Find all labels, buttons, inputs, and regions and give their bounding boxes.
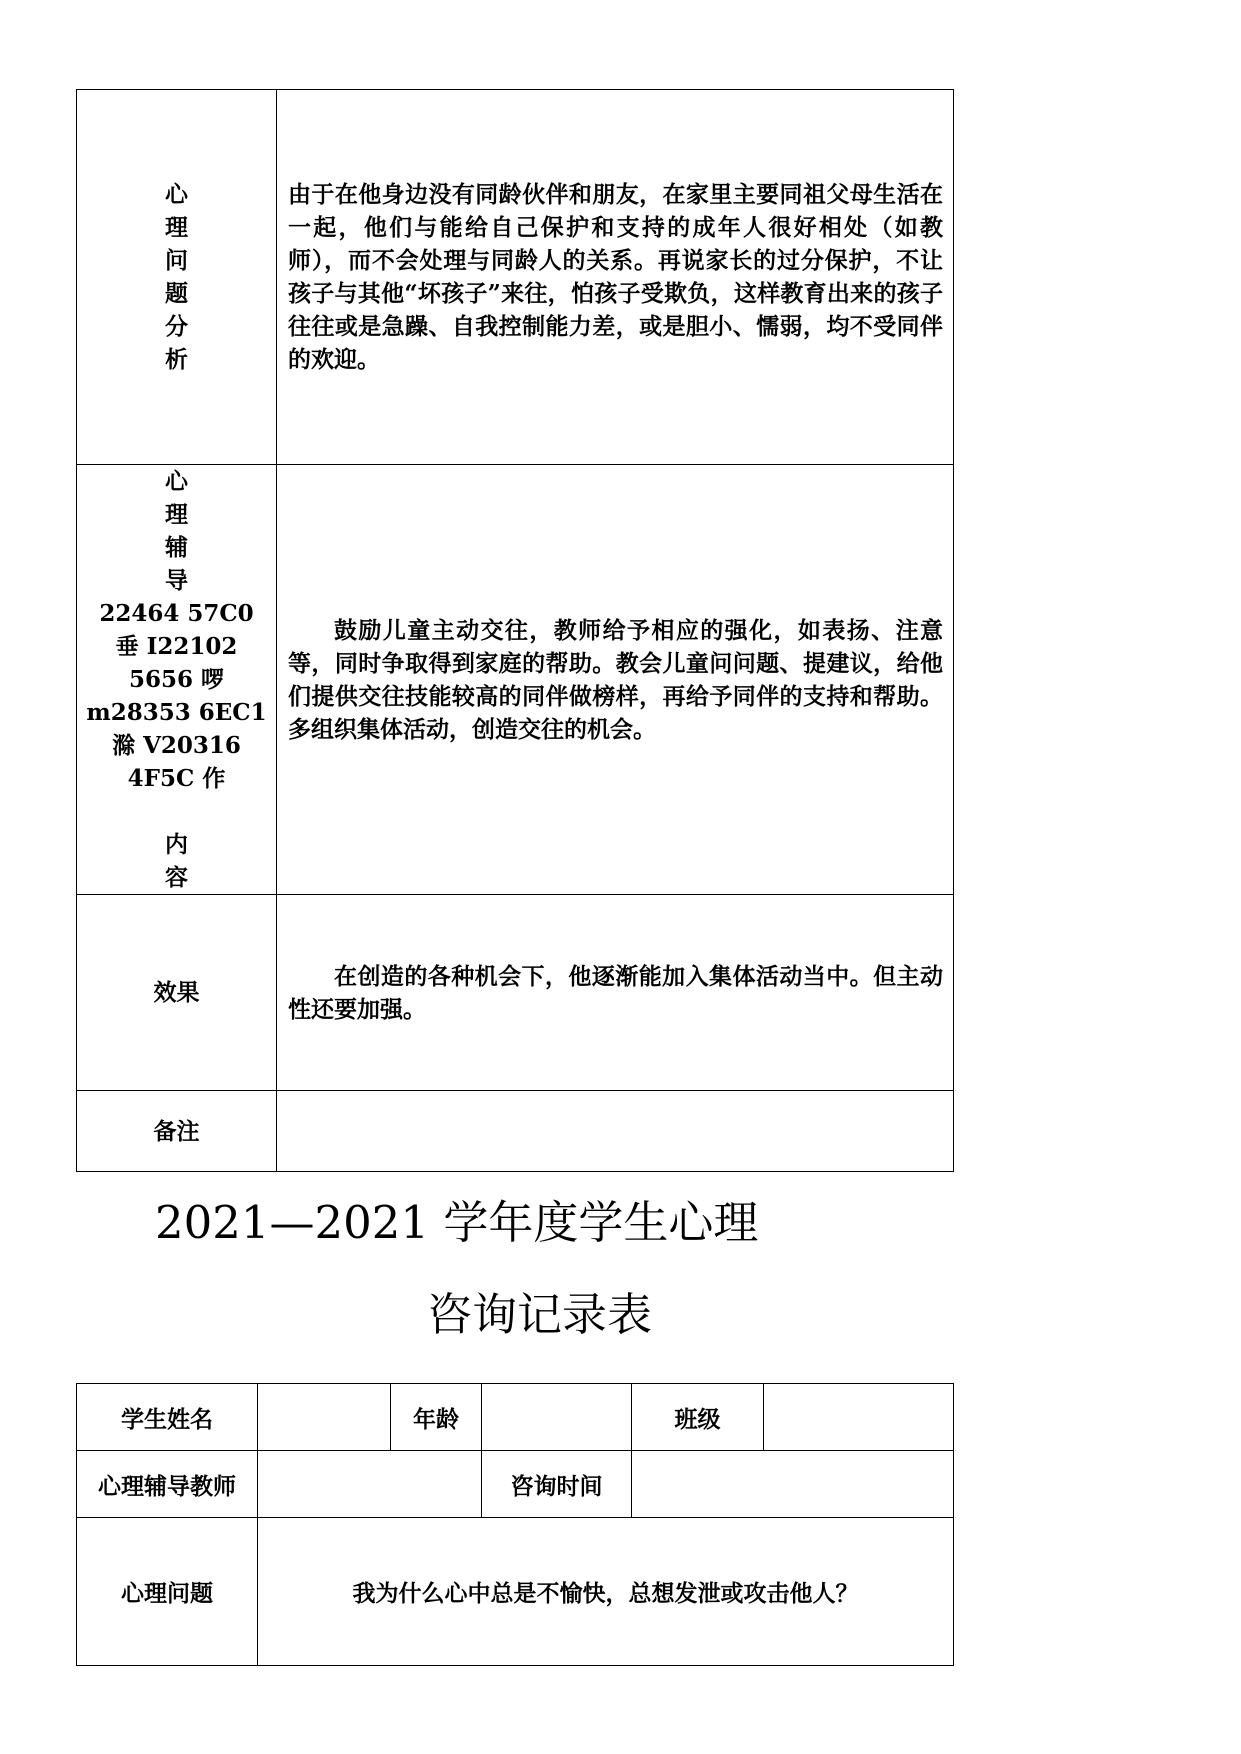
analysis-text: 由于在他身边没有同龄伙伴和朋友，在家里主要同祖父母生活在一起，他们与能给自己保护和支持的成年人很好相处（如教师），而不会处理与同龄人的关系。再说家长的过分保护，不让孩子与其他“坏孩子”来往，怕孩子受欺负，这样教育出来的孩子往往或是急躁、自我控制能力差，或是胆小、懦弱，均不受同伴的欢迎。 [277,90,954,465]
guidance-label-line: 5656 啰 [128,666,225,693]
guidance-label-line: 4F5C 作 [127,765,226,792]
guidance-row [77,465,954,895]
guidance-label-line: 滁 V20316 [112,732,241,759]
guidance-label-line: 导 [165,567,188,594]
age-label: 年龄 [391,1384,482,1451]
effect-row [77,895,954,1091]
effect-label: 效果 [77,895,277,1091]
form-title-line1: 2021—2021 学年度学生心理 [155,1196,759,1249]
age-field [482,1384,632,1451]
student-name-field [258,1384,391,1451]
time-field [632,1451,954,1518]
guidance-label-line: 理 [165,501,188,528]
guidance-label [77,465,277,895]
problem-label: 心理问题 [77,1518,258,1666]
form-title-line2: 咨询记录表 [427,1288,653,1341]
class-label: 班级 [632,1384,764,1451]
remarks-value [277,1091,954,1172]
guidance-text: 鼓励儿童主动交往，教师给予相应的强化，如表扬、注意等，同时争取得到家庭的帮助。教会儿童问问题、提建议，给他们提供交往技能较高的同伴做榜样，再给予同伴的支持和帮助。多组织集体活动，创造交往的机会。 [277,465,954,895]
teacher-label: 心理辅导教师 [77,1451,258,1518]
guidance-label-line: 22464 57C0 [99,600,254,627]
effect-text: 在创造的各种机会下，他逐渐能加入集体活动当中。但主动性还要加强。 [277,895,954,1091]
analysis-label-line: 心 [165,181,188,208]
class-field [764,1384,954,1451]
guidance-label-line: 容 [165,864,188,891]
problem-text: 我为什么心中总是不愉快，总想发泄或攻击他人？ [258,1518,954,1666]
record-table-continued [76,89,954,1172]
teacher-field [258,1451,482,1518]
teacher-time-row [77,1451,954,1518]
analysis-label-line: 析 [165,346,188,373]
record-table [76,1383,954,1666]
guidance-label-line: m28353 6EC1 [86,699,267,726]
analysis-label-line: 分 [165,313,188,340]
remarks-row [77,1091,954,1172]
student-info-row [77,1384,954,1451]
guidance-label-line: 内 [165,831,188,858]
guidance-label-line [77,795,276,828]
time-label: 咨询时间 [482,1451,632,1518]
remarks-label: 备注 [77,1091,277,1172]
problem-row [77,1518,954,1666]
guidance-label-line: 心 [165,468,188,495]
analysis-label-line: 题 [165,280,188,307]
student-name-label: 学生姓名 [77,1384,258,1451]
guidance-label-line: 辅 [165,534,188,561]
guidance-label-line: 垂 I22102 [115,633,238,660]
analysis-label-line: 理 [165,214,188,241]
analysis-label-line: 问 [165,247,188,274]
analysis-label [77,90,277,465]
analysis-row [77,90,954,465]
